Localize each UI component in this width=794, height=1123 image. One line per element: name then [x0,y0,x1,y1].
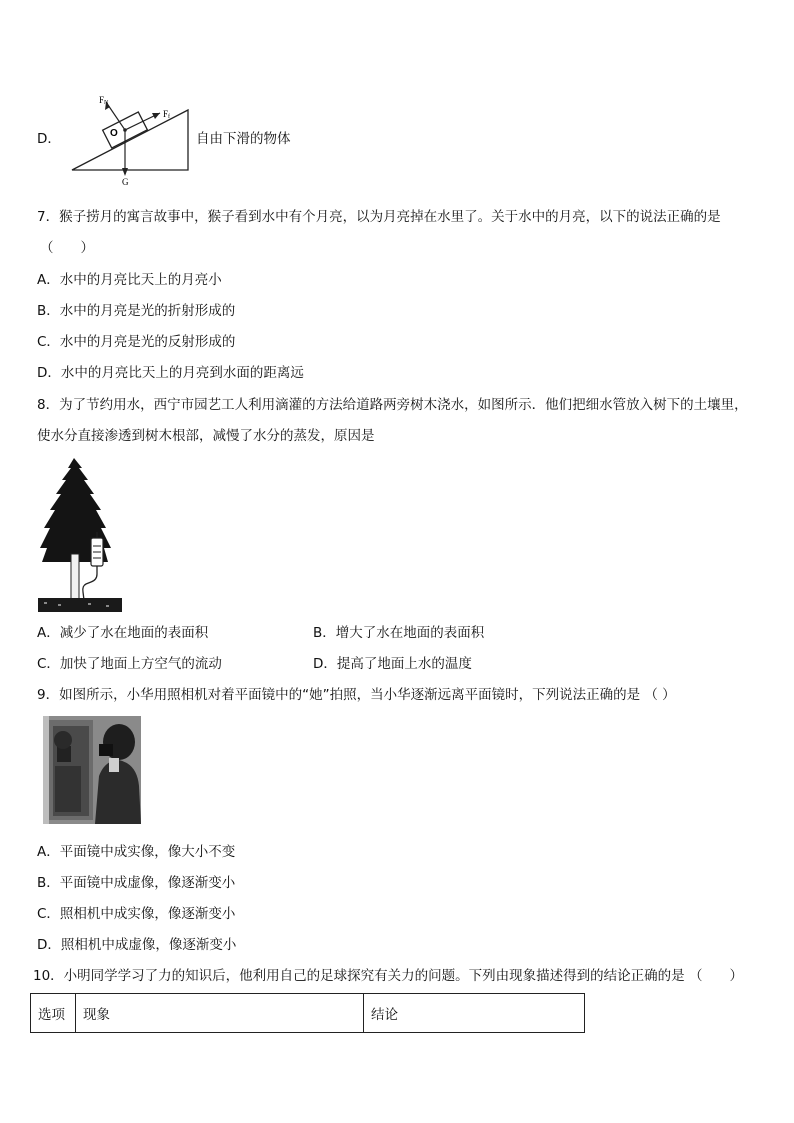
camera [99,744,113,756]
drip-tube [83,566,97,600]
q7-option-c: C．水中的月亮是光的反射形成的 [37,334,236,350]
q8-option-d: D．提高了地面上水的温度 [313,656,472,672]
q8-option-a: A．减少了水在地面的表面积 [37,625,209,641]
q9-option-a: A．平面镜中成实像，像大小不变 [37,844,236,860]
q6-option-d-text: 自由下滑的物体 [196,131,291,147]
q6-option-d-letter: D． [37,131,61,147]
q7-option-d: D．水中的月亮比天上的月亮到水面的距离远 [37,365,304,381]
table-header-row [31,994,585,1033]
tree-trunk [71,554,79,600]
q8-option-c: C．加快了地面上方空气的流动 [37,656,222,672]
header-phenomenon: 现象 [76,994,364,1033]
q8-option-b: B．增大了水在地面的表面积 [313,625,485,641]
gravity-label: G [122,177,129,187]
q9-stem: 9．如图所示，小华用照相机对着平面镜中的“她”拍照，当小华逐渐远离平面镜时，下列说法正确的是 （ ） [37,687,676,703]
q9-option-b: B．平面镜中成虚像，像逐渐变小 [37,875,236,891]
soil-ground [38,598,122,612]
origin-label: O [110,128,118,139]
header-option: 选项 [31,994,76,1033]
q7-stem-line1: 7．猴子捞月的寓言故事中，猴子看到水中有个月亮，以为月亮掉在水里了。关于水中的月亮，以下的说法正确的是 [37,209,721,225]
mirror-photo-figure [43,716,141,824]
q9-option-d: D．照相机中成虚像，像逐渐变小 [37,937,237,953]
q7-option-a: A．水中的月亮比天上的月亮小 [37,272,222,288]
q8-stem-line1: 8．为了节约用水，西宁市园艺工人利用滴灌的方法给道路两旁树木浇水，如图所示．他们把细水管放入树下的土壤里， [37,397,748,413]
q8-stem-line2: 使水分直接渗透到树木根部，减慢了水分的蒸发，原因是 [37,428,375,444]
ft-label: Ff [163,109,171,120]
q9-option-c: C．照相机中成实像，像逐渐变小 [37,906,236,922]
fn-label: FN [99,95,109,106]
q10-table [30,993,585,1033]
tree-drip-irrigation-figure [38,456,124,614]
q10-stem: 10．小明同学学习了力的知识后，他利用自己的足球探究有关力的问题。下列由现象描述得到的结论正确的是 （ ） [33,968,743,984]
header-conclusion: 结论 [364,994,585,1033]
incline-diagram [68,88,192,190]
origin-point [123,128,127,132]
q7-stem-line2: （ ） [40,240,94,256]
q7-option-b: B．水中的月亮是光的折射形成的 [37,303,236,319]
